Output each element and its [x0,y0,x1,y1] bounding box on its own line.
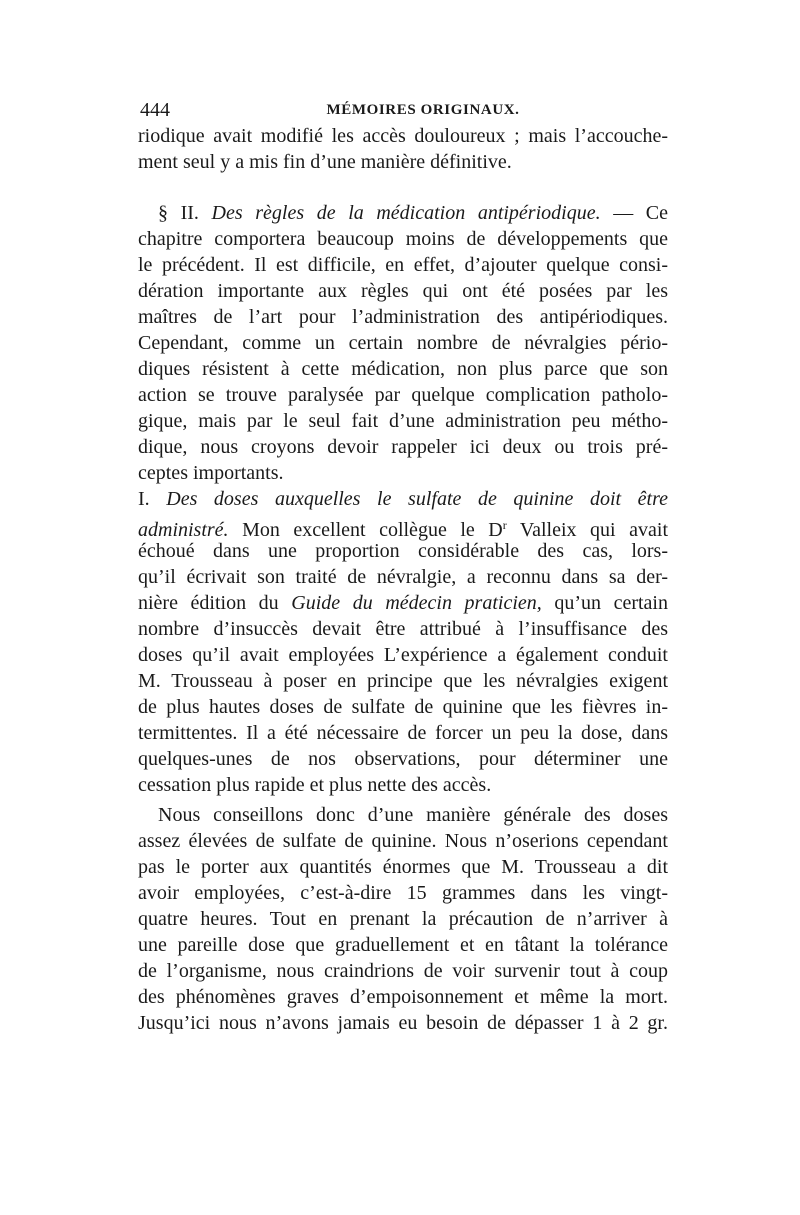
text-line: cessation plus rapide et plus nette des accès. [138,774,492,796]
text-line [138,590,668,616]
text-line: nombre d’insuccès devait être attribué à l’insuffisance des [138,618,668,640]
section-2-paragraph [138,200,668,486]
text-line: ceptes importants. [138,462,284,484]
paragraph-continuation [138,123,668,175]
text-line: action se trouve paralysée par quelque complication patholo- [138,384,668,406]
section-number: § II. [158,202,199,224]
section-title: Des règles de la médication antipériodique. [211,202,601,224]
subsection-title-end: administré. [138,519,229,541]
text-line: qu’il écrivait son traité de névralgie, a reconnu dans sa der- [138,566,668,588]
text-line: riodique avait modifié les accès douloureux ; mais l’accouche- [138,125,668,147]
text-line: assez élevées de sulfate de quinine. Nous n’oserions cependant [138,830,668,852]
book-page [138,97,668,1036]
text-line: doses qu’il avait employées L’expérience a également conduit [138,644,668,666]
running-head [138,97,668,123]
text-line [138,512,668,541]
text-line: Cependant, comme un certain nombre de névralgies pério- [138,332,668,354]
subsection-1-paragraph [138,486,668,798]
subsection-heading-line [138,486,668,512]
text-line: échoué dans une proportion considérable des cas, lors- [138,540,668,562]
recommendation-paragraph [138,802,668,1036]
text-line: une pareille dose que graduellement et en tâtant la tolérance [138,934,668,956]
text-line: M. Trousseau à poser en principe que les névralgies exigent [138,670,668,692]
text-fragment: Mon excellent collègue le D [242,519,503,541]
text-line: de l’organisme, nous craindrions de voir survenir tout à coup [138,960,668,982]
text-line: des phénomènes graves d’empoisonnement et même la mort. [138,986,668,1008]
text-fragment: Valleix qui avait [519,519,668,541]
text-line: chapitre comportera beaucoup moins de développements que [138,228,668,250]
text-line: dique, nous croyons devoir rappeler ici deux ou trois pré- [138,436,668,458]
subsection-number: I. [138,488,150,510]
text-line: quatre heures. Tout en prenant la précaution de n’arriver à [138,908,668,930]
text-line: le précédent. Il est difficile, en effet, d’ajouter quelque consi- [138,254,668,276]
text-line: dération importante aux règles qui ont été posées par les [138,280,668,302]
text-line: gique, mais par le seul fait d’une administration peu métho- [138,410,668,432]
section-heading-line [138,200,668,226]
text-fragment: qu’un certain [554,592,668,614]
text-line: diques résistent à cette médication, non plus parce que son [138,358,668,380]
page-number: 444 [140,99,170,121]
text-line: de plus hautes doses de sulfate de quinine que les fièvres in- [138,696,668,718]
text-line: avoir employées, c’est-à-dire 15 grammes dans les vingt- [138,882,668,904]
text-line: Jusqu’ici nous n’avons jamais eu besoin de dépasser 1 à 2 gr. [138,1012,668,1034]
book-title: Guide du médecin praticien, [291,592,542,614]
section-gap [138,175,668,200]
text-fragment: — Ce [613,202,669,224]
text-line: termittentes. Il a été nécessaire de forcer un peu la dose, dans [138,722,668,744]
text-line: Nous conseillons donc d’une manière générale des doses [158,804,668,826]
text-line: maîtres de l’art pour l’administration des antipériodiques. [138,306,668,328]
text-line: ment seul y a mis fin d’une manière définitive. [138,151,512,173]
text-line: quelques-unes de nos observations, pour déterminer une [138,748,668,770]
subsection-title: Des doses auxquelles le sulfate de quinine doit être [166,488,669,510]
text-fragment: nière édition du [138,592,279,614]
text-line: pas le porter aux quantités énormes que M. Trousseau a dit [138,856,668,878]
running-title: MÉMOIRES ORIGINAUX. [326,102,520,118]
superscript: r [502,518,507,532]
